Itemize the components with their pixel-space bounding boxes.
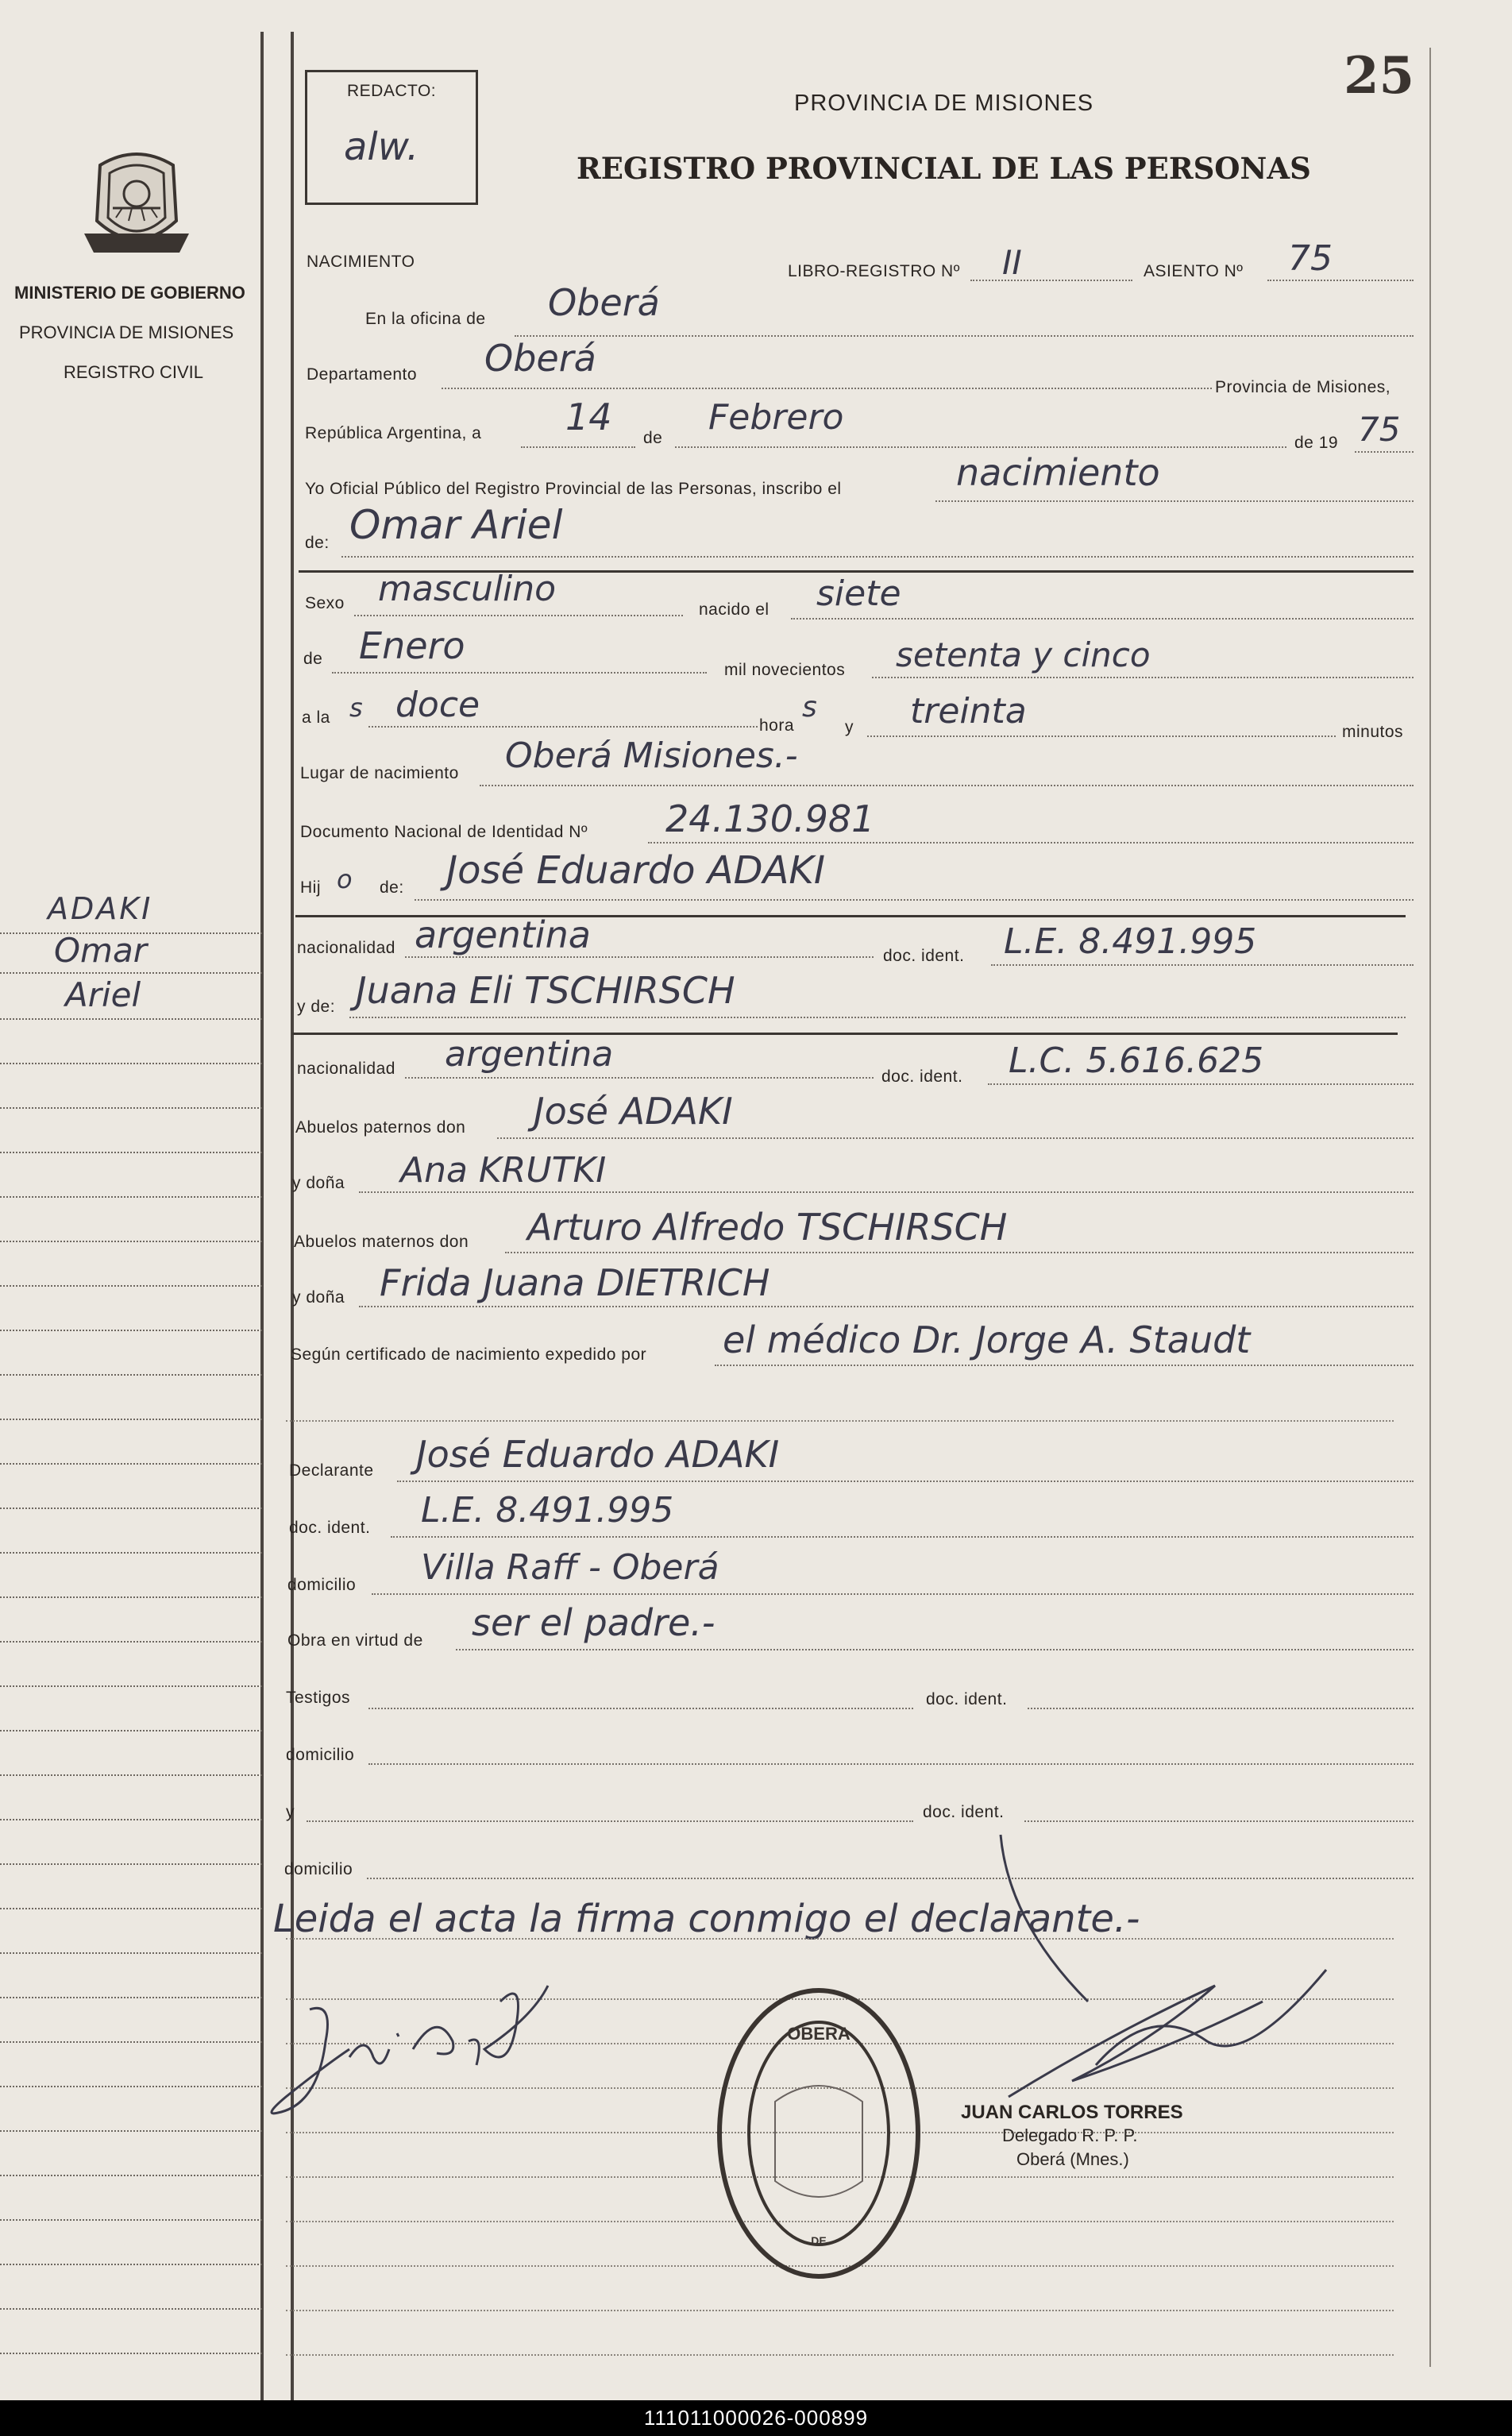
abuela-mat-dotline bbox=[359, 1306, 1414, 1307]
margin-line bbox=[0, 1596, 262, 1598]
minutos-dotline bbox=[867, 735, 1336, 737]
declarante-dotline bbox=[397, 1481, 1414, 1482]
y-label: y bbox=[845, 718, 854, 736]
margin-line bbox=[0, 2175, 262, 2176]
oficina-value: Oberá bbox=[548, 281, 660, 324]
testigos-label: Testigos bbox=[286, 1689, 351, 1707]
madre-nac-label: nacionalidad bbox=[297, 1060, 395, 1078]
margin-line bbox=[0, 2219, 262, 2221]
hijo-label: Hij bbox=[300, 878, 321, 897]
asiento-dotline bbox=[1267, 280, 1414, 281]
margin-line bbox=[0, 1018, 262, 1020]
declarante-label: Declarante bbox=[289, 1461, 374, 1480]
domicilio-dotline bbox=[372, 1593, 1414, 1595]
yo-oficial-label: Yo Oficial Público del Registro Provincial de las Personas, inscribo el bbox=[305, 480, 842, 498]
sexo-value: masculino bbox=[378, 569, 557, 609]
nac-de-label: de bbox=[303, 650, 323, 668]
nacido-value: siete bbox=[816, 573, 901, 614]
margin-line bbox=[0, 2130, 262, 2132]
doc2-label: doc. ident. bbox=[923, 1803, 1005, 1821]
margin-line bbox=[0, 2308, 262, 2310]
y2-dotline bbox=[307, 1820, 913, 1822]
official-name: JUAN CARLOS TORRES bbox=[961, 2102, 1183, 2123]
abuela-pat-dotline bbox=[359, 1191, 1414, 1193]
declarante-value: José Eduardo ADAKI bbox=[416, 1433, 780, 1476]
margin-line bbox=[0, 1863, 262, 1865]
margin-line bbox=[0, 1374, 262, 1376]
margin-line bbox=[0, 1330, 262, 1331]
horas-label: hora bbox=[759, 716, 795, 735]
padre-doc-label: doc. ident. bbox=[883, 947, 965, 965]
abuelo-pat-dotline bbox=[497, 1137, 1414, 1139]
padre-doc-dotline bbox=[991, 964, 1414, 966]
asiento-value: 75 bbox=[1288, 238, 1333, 279]
abuelo-mat-value: Arturo Alfredo TSCHIRSCH bbox=[527, 1206, 1008, 1249]
inscribo-value: nacimiento bbox=[956, 451, 1160, 494]
padre-nac-dotline bbox=[405, 956, 874, 958]
margin-line bbox=[0, 1997, 262, 1998]
domicilio2-label: domicilio bbox=[286, 1746, 355, 1764]
ministry-label: MINISTERIO DE GOBIERNO bbox=[14, 283, 245, 303]
document-id-footer: 111011000026-000899 bbox=[0, 2400, 1512, 2436]
horas-suffix: s bbox=[802, 691, 817, 724]
asiento-label: ASIENTO Nº bbox=[1144, 262, 1244, 280]
decl-doc-value: L.E. 8.491.995 bbox=[421, 1490, 674, 1531]
obra-label: Obra en virtud de bbox=[287, 1631, 423, 1650]
departamento-dotline bbox=[442, 388, 1212, 389]
y-de-label: y de: bbox=[297, 998, 336, 1016]
margin-line bbox=[0, 1419, 262, 1420]
madre-nac-value: argentina bbox=[445, 1034, 614, 1075]
mil-value: setenta y cinco bbox=[896, 635, 1151, 674]
a-las-suffix: s bbox=[349, 693, 363, 723]
certificado-label: Según certificado de nacimiento expedido por bbox=[291, 1345, 647, 1364]
testigos-doc-dotline bbox=[1028, 1708, 1414, 1709]
official-title: Delegado R. P. P. bbox=[1002, 2125, 1138, 2145]
margin-line bbox=[0, 2264, 262, 2265]
padre-value: José Eduardo ADAKI bbox=[446, 848, 826, 893]
margin-line bbox=[0, 2041, 262, 2043]
civil-registry-label: REGISTRO CIVIL bbox=[64, 362, 204, 382]
mes-dotline bbox=[675, 446, 1286, 448]
minutos-label: minutos bbox=[1342, 723, 1404, 741]
documento-dotline bbox=[648, 842, 1414, 844]
page-number: 25 bbox=[1344, 46, 1415, 106]
abuela-mat-value: Frida Juana DIETRICH bbox=[380, 1261, 770, 1304]
libro-label: LIBRO-REGISTRO Nº bbox=[788, 262, 960, 280]
margin-line bbox=[0, 1463, 262, 1465]
margin-line bbox=[0, 1285, 262, 1287]
margin-line bbox=[0, 1063, 262, 1064]
nombre-dotline bbox=[341, 556, 1414, 558]
madre-nac-dotline bbox=[405, 1077, 874, 1079]
abuelo-pat-value: José ADAKI bbox=[534, 1090, 733, 1133]
decl-doc-dotline bbox=[391, 1536, 1414, 1538]
hora-dotline bbox=[368, 726, 758, 728]
de-label: de bbox=[643, 429, 663, 447]
coat-of-arms-logo bbox=[76, 141, 197, 259]
nac-mes-dotline bbox=[332, 672, 707, 674]
hijo-de-label: de: bbox=[380, 878, 404, 897]
lugar-value: Oberá Misiones.- bbox=[505, 735, 798, 776]
padre-nac-value: argentina bbox=[415, 913, 591, 956]
leida-statement: Leida el acta la firma conmigo el declarante.- bbox=[273, 1897, 1140, 1941]
madre-doc-dotline bbox=[988, 1083, 1414, 1085]
sexo-dotline bbox=[354, 615, 683, 616]
redacto-label: REDACTO: bbox=[347, 82, 437, 100]
abuelos-pat-label: Abuelos paternos don bbox=[295, 1118, 466, 1137]
madre-dotline bbox=[349, 1017, 1406, 1018]
mes-value: Febrero bbox=[708, 397, 844, 438]
nac-mes-value: Enero bbox=[359, 624, 465, 667]
abuelos-mat-label: Abuelos maternos don bbox=[294, 1233, 469, 1251]
departamento-label: Departamento bbox=[307, 365, 418, 384]
svg-text:DE: DE bbox=[811, 2234, 827, 2247]
margin-line bbox=[0, 1730, 262, 1731]
domicilio2-dotline bbox=[368, 1763, 1414, 1765]
margin-line bbox=[0, 1152, 262, 1153]
nacido-dotline bbox=[791, 618, 1414, 620]
margin-line bbox=[0, 932, 262, 934]
abuela-pat-label: y doña bbox=[292, 1174, 345, 1192]
anio-value: 75 bbox=[1358, 410, 1401, 449]
oficina-dotline bbox=[515, 335, 1414, 337]
hora-value: doce bbox=[395, 685, 480, 725]
margin-line bbox=[0, 972, 262, 974]
abuela-pat-value: Ana KRUTKI bbox=[400, 1150, 607, 1191]
certificado-extra-line bbox=[286, 1420, 1394, 1422]
header-registry: REGISTRO PROVINCIAL DE LAS PERSONAS bbox=[577, 151, 1311, 186]
margin-line bbox=[0, 1107, 262, 1109]
nombre-value: Omar Ariel bbox=[349, 502, 563, 548]
inscribo-dotline bbox=[935, 500, 1414, 502]
testigos-doc-label: doc. ident. bbox=[926, 1690, 1008, 1708]
official-place: Oberá (Mnes.) bbox=[1016, 2149, 1129, 2169]
margin-line bbox=[0, 1774, 262, 1776]
y2-label: y bbox=[286, 1803, 295, 1821]
republica-label: República Argentina, a bbox=[305, 424, 482, 442]
certificado-value: el médico Dr. Jorge A. Staudt bbox=[723, 1318, 1251, 1361]
madre-doc-value: L.C. 5.616.625 bbox=[1009, 1040, 1264, 1081]
padre-dotline bbox=[415, 899, 1414, 901]
header-province: PROVINCIA DE MISIONES bbox=[794, 91, 1094, 116]
margin-line bbox=[0, 1196, 262, 1198]
documento-label: Documento Nacional de Identidad Nº bbox=[300, 823, 588, 841]
redacto-value: alw. bbox=[344, 125, 419, 169]
hijo-suffix: o bbox=[337, 864, 353, 894]
madre-doc-label: doc. ident. bbox=[881, 1067, 963, 1086]
anio-dotline bbox=[1355, 451, 1414, 453]
obra-dotline bbox=[456, 1649, 1414, 1650]
margin-first-name: Omar bbox=[54, 931, 147, 970]
ruled-line bbox=[286, 2310, 1394, 2311]
departamento-value: Oberá bbox=[484, 337, 596, 380]
abuela-mat-label: y doña bbox=[292, 1288, 345, 1307]
margin-second-name: Ariel bbox=[65, 975, 141, 1014]
svg-text:OBERA: OBERA bbox=[787, 2024, 850, 2044]
obra-value: ser el padre.- bbox=[472, 1601, 716, 1644]
libro-value: II bbox=[1002, 243, 1022, 282]
doc2-dotline bbox=[1024, 1820, 1414, 1822]
dia-dotline bbox=[521, 446, 635, 448]
certificado-dotline bbox=[715, 1365, 1414, 1366]
margin-line bbox=[0, 2353, 262, 2354]
domicilio3-label: domicilio bbox=[284, 1860, 353, 1878]
nacido-label: nacido el bbox=[699, 600, 770, 619]
padre-doc-value: L.E. 8.491.995 bbox=[1004, 921, 1257, 962]
margin-line bbox=[0, 1908, 262, 1909]
declarant-signature bbox=[262, 1954, 564, 2152]
oficina-label: En la oficina de bbox=[365, 310, 486, 328]
madre-value: Juana Eli TSCHIRSCH bbox=[356, 969, 735, 1012]
dia-value: 14 bbox=[565, 396, 612, 438]
minutos-value: treinta bbox=[910, 691, 1027, 732]
right-edge-rule bbox=[1429, 48, 1431, 2367]
ruled-line bbox=[286, 2354, 1394, 2356]
documento-value: 24.130.981 bbox=[665, 797, 875, 840]
province-label: PROVINCIA DE MISIONES bbox=[19, 322, 234, 342]
provincia-suffix: Provincia de Misiones, bbox=[1215, 378, 1391, 396]
lugar-label: Lugar de nacimiento bbox=[300, 764, 459, 782]
libro-dotline bbox=[970, 280, 1132, 281]
sexo-label: Sexo bbox=[305, 594, 345, 612]
mil-label: mil novecientos bbox=[724, 661, 846, 679]
de19-label: de 19 bbox=[1294, 434, 1339, 452]
redacto-box bbox=[305, 70, 478, 205]
margin-surname: ADAKI bbox=[48, 891, 153, 926]
domicilio-value: Villa Raff - Oberá bbox=[421, 1547, 719, 1588]
official-seal-stamp bbox=[712, 1982, 926, 2284]
lugar-dotline bbox=[480, 785, 1414, 786]
testigos-dotline bbox=[368, 1708, 913, 1709]
de-nombre-label: de: bbox=[305, 534, 330, 552]
margin-line bbox=[0, 1552, 262, 1554]
padre-nac-label: nacionalidad bbox=[297, 939, 395, 957]
record-type-label: NACIMIENTO bbox=[307, 253, 415, 271]
margin-line bbox=[0, 1641, 262, 1643]
margin-line bbox=[0, 1952, 262, 1954]
abuelo-mat-dotline bbox=[505, 1252, 1414, 1253]
margin-line bbox=[0, 1508, 262, 1509]
domicilio-label: domicilio bbox=[287, 1576, 357, 1594]
decl-doc-label: doc. ident. bbox=[289, 1519, 371, 1537]
margin-line bbox=[0, 2086, 262, 2087]
a-las-label: a la bbox=[302, 708, 330, 727]
mil-dotline bbox=[872, 677, 1414, 678]
margin-line bbox=[0, 1819, 262, 1820]
margin-line bbox=[0, 1241, 262, 1242]
margin-line bbox=[0, 1685, 262, 1687]
